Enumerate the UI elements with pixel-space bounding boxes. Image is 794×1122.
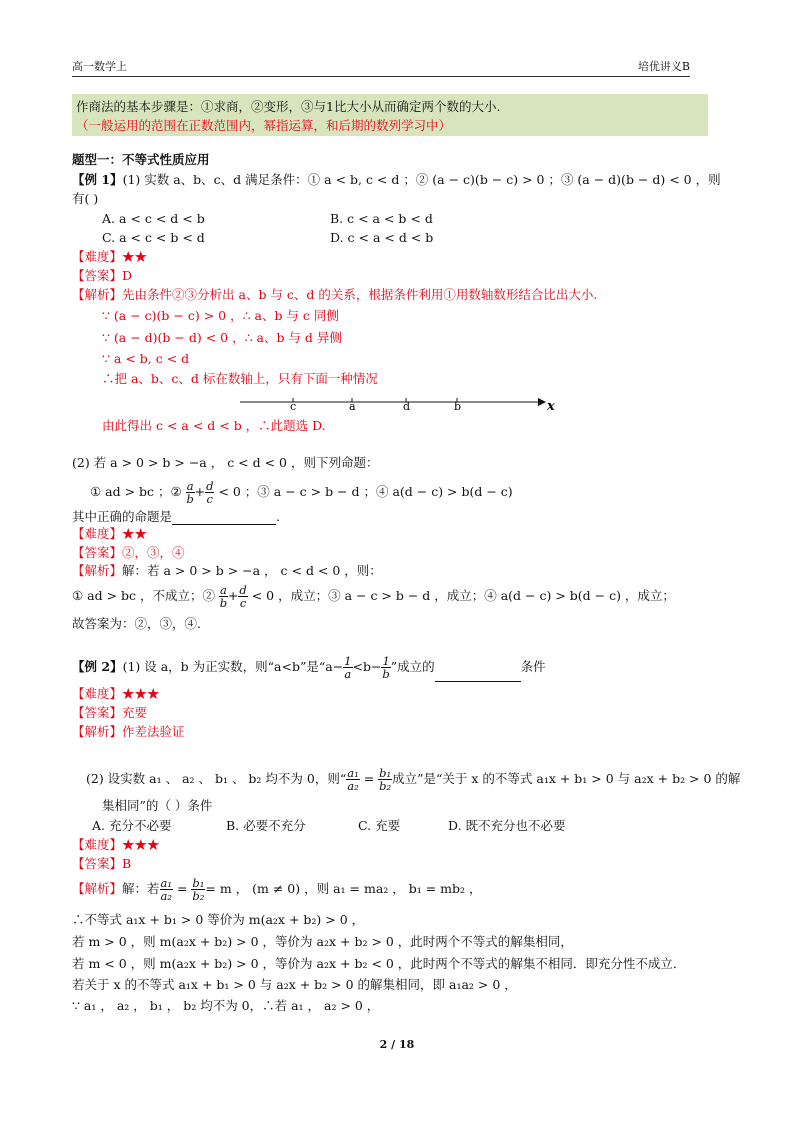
fraction-b1-b2 (378, 767, 392, 792)
frac-num: d (206, 479, 214, 493)
ex1-analysis-3: ∵ (a − d)(b − d) < 0 ，∴ a、b 与 d 异侧 (102, 330, 342, 345)
difficulty-label: 【难度】 (72, 686, 123, 701)
analysis-part2: < 0 ，成立；③ a − c > b − d ，成立；④ a(d − c) > b(d − c) ，成立； (251, 588, 675, 603)
q2-items-part1: ① ad > bc ；② (90, 484, 182, 499)
ex2-q1-answer (72, 705, 147, 721)
axis-label-b: b (454, 400, 462, 413)
analysis-part1: 解：若 (122, 881, 160, 896)
analysis-label: 【解析】 (72, 287, 123, 302)
frac-den: c (206, 492, 213, 506)
answer-value: ②，③，④ (122, 545, 185, 560)
ex2-q2-analysis-5: 若关于 x 的不等式 a₁x + b₁ > 0 与 a₂x + b₂ > 0 的解集相同，即 a₁a₂ > 0 ， (72, 977, 517, 992)
header-left: 高一数学上 (72, 60, 127, 73)
frac-num: 1 (344, 654, 352, 668)
intro-box (72, 94, 708, 136)
frac-num: a₁ (160, 876, 172, 890)
ex1-q2-stem: (2) 若 a > 0 > b > −a ， c < d < 0 ，则下列命题： (72, 455, 379, 470)
q1-part1: (1) 设 a，b 为正实数，则“a<b”是“a− (122, 659, 344, 674)
frac-num: a (220, 583, 227, 597)
frac-num: 1 (382, 654, 390, 668)
answer-value: 充要 (122, 705, 148, 720)
analysis-part1: ① ad > bc ，不成立；② (72, 588, 216, 603)
axis-var-x: x (547, 399, 555, 414)
intro-line-2: （一般运用的范围在正数范围内，幂指运算，和后期的数列学习中） (76, 118, 452, 133)
fraction-a1-a2 (346, 767, 359, 792)
ex1-q2-difficulty (72, 526, 147, 542)
ex2-label: 【例 2】 (72, 659, 123, 674)
analysis-part2: = m ， (m ≠ 0) ，则 a₁ = ma₂ ， b₁ = mb₂ ， (205, 881, 482, 896)
q1-part3: ”成立的 (390, 659, 435, 674)
frac-den: a (344, 667, 352, 681)
frac-den: b₂ (379, 779, 392, 793)
q1-part4: 条件 (520, 659, 546, 674)
intro-line-1: 作商法的基本步骤是：①求商，②变形，③与1比大小从而确定两个数的大小. (76, 99, 501, 114)
ex2-option-c: C. 充要 (358, 818, 401, 833)
fraction-1-a (343, 655, 352, 680)
ex2-option-d: D. 既不充分也不必要 (448, 818, 566, 833)
frac-den: b (382, 667, 390, 681)
frac-num: a₁ (347, 766, 359, 780)
ex1-option-d: D. c < a < d < b (330, 230, 434, 245)
ex2-q1-analysis (72, 724, 185, 740)
ex1-analysis-5: ∴把 a、b、c、d 标在数轴上，只有下面一种情况 (102, 371, 378, 386)
answer-blank[interactable] (435, 669, 521, 682)
ex2-q2-stem2: 集相同”的（ ）条件 (102, 798, 213, 813)
answer-blank[interactable] (172, 512, 276, 525)
ex1-q1-stem2: 有( ) (72, 191, 99, 206)
analysis-text: 解：若 a > 0 > b > −a ， c < d < 0 ，则： (122, 563, 382, 578)
fraction-1-b (381, 655, 390, 680)
frac-den: b (219, 596, 228, 610)
ex1-q1-text: (1) 实数 a、b、c、d 满足条件：① a < b, c < d ；② (a − c)(b − c) > 0 ；③ (a − d)(b − d) < 0 ，则 (122, 172, 721, 187)
analysis-label: 【解析】 (72, 724, 123, 739)
ex1-answer (72, 268, 132, 284)
ex1-analysis-6: 由此得出 c < a < d < b ，∴此题选 D. (102, 418, 326, 433)
frac-num: d (239, 583, 247, 597)
ex1-analysis (72, 287, 597, 303)
blank-prefix: 其中正确的命题是 (72, 509, 173, 524)
frac-den: a₂ (160, 889, 172, 903)
ex1-q1-stem (72, 172, 721, 188)
axis-label-c: c (290, 400, 297, 413)
ex2-q2-stem: (2) 设实数 a₁ 、 a₂ 、 b₁ 、 b₂ 均不为 0，则“ $\frac{\text{a₁}}{\text{a₂}}$ = $\frac{\text{b₁}}{\text{b₂}}$ 成立”是“关于 x 的不等式 a₁x + b₁ > 0 与 a₂x + b₂ > 0 的解 (86, 766, 741, 793)
analysis-label: 【解析】 (72, 881, 123, 896)
q1-part2: <b− (352, 659, 382, 674)
ex1-option-a: A. a < c < d < b (102, 211, 205, 226)
axis-label-a: a (349, 400, 356, 413)
ex1-q2-answer (72, 545, 185, 561)
ex2-q2-difficulty (72, 837, 160, 853)
axis-label-d: d (403, 400, 411, 413)
answer-label: 【答案】 (72, 856, 123, 871)
answer-value: B (122, 856, 132, 871)
answer-label: 【答案】 (72, 268, 123, 283)
analysis-text: 作差法验证 (122, 724, 185, 739)
frac-num: b₁ (192, 876, 205, 890)
difficulty-stars: ★★★ (122, 837, 160, 852)
fraction-a-b (219, 584, 228, 609)
frac-den: c (239, 596, 247, 610)
ex2-q2-analysis-2: ∴不等式 a₁x + b₁ > 0 等价为 m(a₂x + b₂) > 0 ， (72, 912, 365, 927)
ex1-q2-analysis-3: 故答案为：②，③，④. (72, 616, 201, 631)
section-title: 题型一：不等式性质应用 (72, 152, 210, 167)
q2-part2: 成立”是“关于 x 的不等式 a₁x + b₁ > 0 与 a₂x + b₂ > 0 的解 (392, 771, 741, 786)
q2-part1: (2) 设实数 a₁ 、 a₂ 、 b₁ 、 b₂ 均不为 0，则“ (86, 771, 347, 786)
ex1-option-c: C. a < c < b < d (102, 230, 205, 245)
answer-label: 【答案】 (72, 545, 123, 560)
frac-den: a₂ (347, 779, 359, 793)
q2-items-part2: < 0 ；③ a − c > b − d ；④ a(d − c) > b(d − c) (218, 484, 513, 499)
fraction-a-b (186, 480, 195, 505)
ex2-option-a: A. 充分不必要 (92, 818, 172, 833)
fraction-d-c (238, 584, 247, 609)
ex2-option-b: B. 必要不充分 (226, 818, 306, 833)
page-header (72, 58, 690, 77)
header-right: 培优讲义B (637, 60, 690, 73)
frac-den: b₂ (192, 889, 205, 903)
ex1-analysis-4: ∵ a < b, c < d (102, 351, 190, 366)
ex2-q1-difficulty (72, 686, 160, 702)
difficulty-stars: ★★ (122, 249, 148, 264)
ex1-q2-items: ① ad > bc ；② $\frac{a}{b}$ + $\frac{d}{c}$ < 0 ；③ a − c > b − d ；④ a(d − c) > b(d − c) (90, 479, 513, 506)
ex2-q2-analysis-1: 【解析】解：若 $\frac{\text{a₁}}{\text{a₂}}$ = $\frac{\text{b₁}}{\text{b₂}}$ = m ， (m ≠ 0) ，则 a₁ = ma₂ ， b₁ = mb₂ ， (72, 876, 482, 903)
ex1-q2-blank-line (72, 509, 280, 525)
frac-num: b₁ (379, 766, 392, 780)
ex2-q1-stem (72, 652, 546, 682)
answer-value: D (122, 268, 133, 283)
fraction-d-c (205, 480, 214, 505)
difficulty-stars: ★★★ (122, 686, 160, 701)
ex2-q2-analysis-6: ∵ a₁ ， a₂ ， b₁ ， b₂ 均不为 0，∴若 a₁ ， a₂ > 0 ， (72, 998, 380, 1013)
difficulty-stars: ★★ (122, 526, 148, 541)
blank-suffix: . (276, 509, 280, 524)
analysis-text: 先由条件②③分析出 a、b 与 c、d 的关系，根据条件利用①用数轴数形结合比出大小. (122, 287, 598, 302)
ex2-q2-answer (72, 856, 131, 872)
frac-den: b (186, 492, 194, 506)
page-number: 2 / 18 (379, 1038, 415, 1051)
difficulty-label: 【难度】 (72, 837, 123, 852)
fraction-a1-a2 (160, 877, 173, 902)
ex1-q2-analysis-1 (72, 563, 382, 579)
answer-label: 【答案】 (72, 705, 123, 720)
difficulty-label: 【难度】 (72, 249, 123, 264)
ex1-analysis-2: ∵ (a − c)(b − c) > 0 ，∴ a、b 与 c 同侧 (102, 308, 339, 323)
difficulty-label: 【难度】 (72, 526, 123, 541)
fraction-b1-b2 (191, 877, 205, 902)
ex1-q2-analysis-2: ① ad > bc ，不成立；② $\frac{a}{b}$ + $\frac{d}{c}$ < 0 ，成立；③ a − c > b − d ，成立；④ a(d − c) > b(d − c) ，成立； (72, 583, 675, 610)
ex2-q2-analysis-4: 若 m < 0 ，则 m(a₂x + b₂) > 0 ，等价为 a₂x + b₂ < 0 ，此时两个不等式的解集不相同．即充分性不成立． (72, 956, 686, 971)
ex1-label: 【例 1】 (72, 172, 123, 187)
ex1-difficulty (72, 249, 147, 265)
ex1-option-b: B. c < a < b < d (330, 211, 433, 226)
analysis-label: 【解析】 (72, 563, 123, 578)
number-line (240, 390, 570, 416)
frac-num: a (186, 479, 194, 493)
ex2-q2-analysis-3: 若 m > 0 ，则 m(a₂x + b₂) > 0 ，等价为 a₂x + b₂ > 0 ，此时两个不等式的解集相同， (72, 934, 573, 949)
